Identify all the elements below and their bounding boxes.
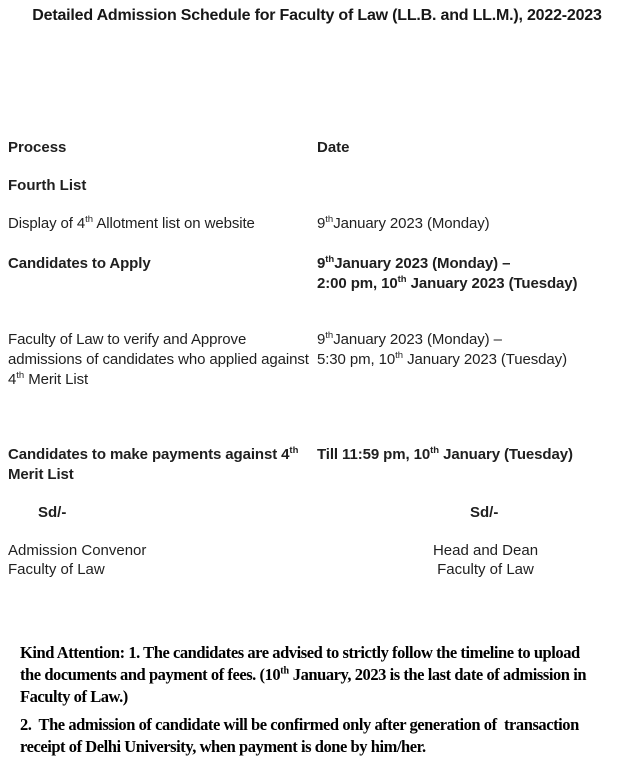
- signature-left-block: [8, 541, 146, 579]
- row-3-process-line-1: Faculty of Law to verify and Approve: [8, 331, 247, 348]
- row-2-date-line-1: 9thJanuary 2023 (Monday) –: [317, 254, 511, 272]
- column-header-process: Process: [8, 139, 67, 156]
- signature-sd-right: Sd/-: [470, 504, 499, 521]
- signature-sd-left: Sd/-: [38, 504, 67, 521]
- row-3-date-line-2: 5:30 pm, 10th January 2023 (Tuesday): [317, 350, 567, 368]
- note-1-line-1: Kind Attention: 1. The candidates are advised to strictly follow the timeline to upload: [20, 643, 580, 662]
- row-3-date-line-1: 9thJanuary 2023 (Monday) –: [317, 330, 502, 348]
- note-1-line-3: Faculty of Law.): [20, 687, 128, 706]
- row-2-process-cell: [8, 254, 314, 274]
- row-3-process-line-3: 4th Merit List: [8, 370, 89, 388]
- row-1-date-line-1: 9thJanuary 2023 (Monday): [317, 214, 490, 232]
- note-2-line-1: 2. The admission of candidate will be confirmed only after generation of transaction: [20, 715, 579, 734]
- signature-left-name: Admission Convenor: [8, 542, 147, 559]
- note-1-line-2: the documents and payment of fees. (10th January, 2023 is the last date of admission in: [20, 665, 587, 684]
- row-1-process-cell: [8, 214, 314, 234]
- row-1-process-line-1: Display of 4th Allotment list on website: [8, 214, 255, 232]
- row-3-date-cell: [317, 330, 629, 370]
- row-2-process-line-1: Candidates to Apply: [8, 255, 151, 272]
- row-2-date-line-2: 2:00 pm, 10th January 2023 (Tuesday): [317, 274, 578, 292]
- row-4-process-line-2: Merit List: [8, 466, 74, 483]
- row-3-process-cell: [8, 330, 314, 390]
- row-4-date-line-1: Till 11:59 pm, 10th January (Tuesday): [317, 445, 573, 463]
- row-4-date-cell: [317, 445, 629, 465]
- signature-left-org: Faculty of Law: [8, 561, 105, 578]
- page-title: Detailed Admission Schedule for Faculty of Law (LL.B. and LL.M.), 2022-2023: [32, 7, 602, 24]
- section-heading: Fourth List: [8, 177, 87, 194]
- note-kind-attention: [20, 642, 630, 708]
- column-header-date: Date: [317, 139, 350, 156]
- row-4-process-line-1: Candidates to make payments against 4th: [8, 445, 299, 463]
- row-4-process-cell: [8, 445, 314, 485]
- note-confirmation: [20, 714, 630, 758]
- row-2-date-cell: [317, 254, 629, 294]
- row-3-process-line-2: admissions of candidates who applied against: [8, 351, 309, 368]
- signature-right-block: [398, 541, 573, 579]
- signature-right-name: Head and Dean: [432, 542, 539, 559]
- note-2-line-2: receipt of Delhi University, when payment is done by him/her.: [20, 737, 426, 756]
- signature-right-org: Faculty of Law: [437, 561, 534, 578]
- row-1-date-cell: [317, 214, 629, 234]
